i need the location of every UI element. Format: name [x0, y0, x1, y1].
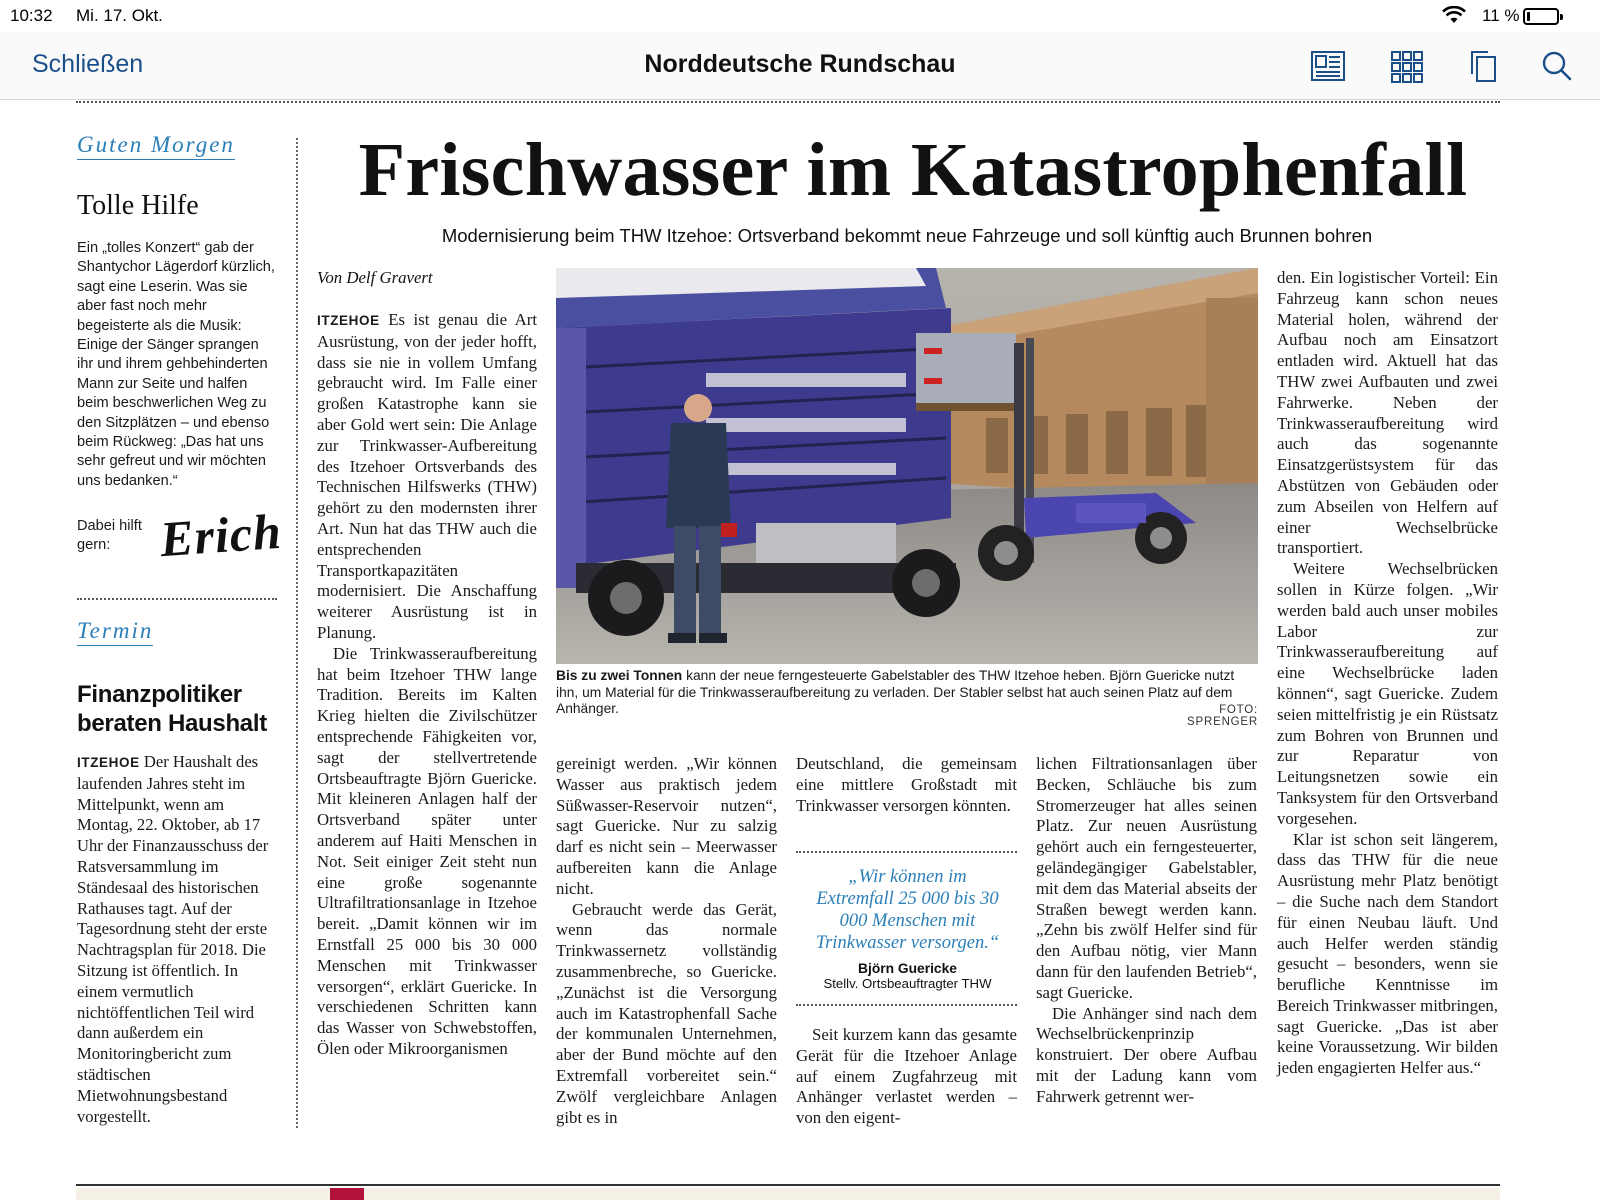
pages-button[interactable] — [1464, 46, 1504, 86]
next-article-strip — [76, 1188, 1500, 1200]
kicker-termin: Termin — [77, 618, 153, 646]
page-layout-icon — [1308, 46, 1348, 86]
status-date: Mi. 17. Okt. — [76, 6, 163, 25]
morning-text: Ein „tolles Konzert“ gab der Shantychor Lägerdorf kürzlich, sagt eine Leserin. Was sie aber fast noch mehr begeisterte als die Musik: Einige der Sänger sprangen ihr und ihrem gehbehinderten Mann zur Seite und halfen beim beschwerlichen Weg zu den Sitzplätzen – und ebenso beim Rückweg: „Das hat uns sehr gefreut und wir möchten uns bedanken.“ — [77, 240, 275, 489]
battery-level — [1527, 12, 1530, 21]
battery-icon — [1523, 8, 1559, 25]
quote-divider-top — [796, 851, 1017, 853]
col2-paragraph-1: gereinigt werden. „Wir können Wasser aus praktisch jedem Süßwasser-Reservoir nutzen“, sagt Guericke. Nur zu salzig darf es nicht sein – Meerwasser aufbereiten kann die Anlage nicht. — [556, 754, 777, 898]
col1-paragraph-2: Die Trinkwasseraufbereitung hat beim Itzehoer THW lange Tradition. Bereits im Kalten Krieg hielten die Zivilschützer entsprechende Fähigkeiten vor, sagt der stellvertretende Ortsbeauftragte Björn Guericke. Mit kleineren Anlagen half der Ortsverband später unter anderem auf Haiti Menschen in Not. Seit einiger Zeit steht nun eine große sogenannte Ultrafiltrationsanlage in Itzehoe bereit. „Damit können wir im Ernstfall 25 000 bis 30 000 Menschen mit Trinkwasser versorgen“, erklärt Guericke. In verschiedenen Schritten kann das Wasser von Schwebstoffen, Ölen oder Mikroorganismen — [317, 643, 537, 1058]
bottom-rule — [76, 1184, 1500, 1186]
article-column-3 — [796, 754, 1017, 816]
pull-quote-text: „Wir können im Extremfall 25 000 bis 30 000 Menschen mit Trinkwasser versorgen.“ — [815, 867, 1000, 953]
next-article-marker — [330, 1188, 364, 1200]
col2-paragraph-2: Gebraucht werde das Gerät, wenn das normale Trinkwassernetz vollständig zusammenbreche, so Guericke. „Zunächst ist die Versorgung auch im Katastrophenfall Sache der kommunalen Unternehmen, aber der Bund möchte auf den Extremfall vorbereitet sein.“ Zwölf vergleichbare Anlagen gibt es in — [556, 899, 777, 1127]
article-column-4 — [1036, 754, 1257, 1108]
kicker-guten-morgen: Guten Morgen — [77, 132, 235, 160]
search-icon — [1537, 46, 1577, 86]
col3-paragraph-2: Seit kurzem kann das gesamte Gerät für die Itzehoer Anlage auf einem Zugfahrzeug mit Anhänger verlastet werden – von den eigent- — [796, 1025, 1017, 1128]
signature-erich: Erich — [158, 502, 284, 568]
status-time: 10:32 — [10, 6, 53, 25]
sidebar-divider — [77, 598, 277, 600]
helper-text: Dabei hilft gern: — [77, 518, 142, 554]
quote-divider-bottom — [796, 1004, 1017, 1006]
pull-quote-author: Björn Guericke — [858, 961, 957, 976]
col3-paragraph-1: Deutschland, die gemeinsam eine mittlere Großstadt mit Trinkwasser versorgen könnten. — [796, 754, 1017, 815]
caption-text: kann der neue ferngesteuerte Gabelstabler des THW Itzehoe heben. Björn Guericke nutzt ihn, um Material für die Trinkwasseraufbereitung zu verladen. Der Stabler selbst hat auch seinen Platz auf dem Anhänger. — [556, 668, 1235, 717]
page-layout-button[interactable] — [1308, 46, 1348, 86]
sidebar-separator — [296, 138, 298, 1128]
col5-paragraph-3: Klar ist schon seit längerem, dass das THW für die neue Ausrüstung mehr Platz benötigt – die Suche nach dem Standort für einen Neubau läuft. Und auch Helfer werden ständig gesucht – besonders, wenn sie berufliche Kenntnisse im Bereich Trinkwasser mitbringen, sagt Guericke. „Das ist aber keine Voraussetzung. Wir bilden jeden engagierten Helfer aus.“ — [1277, 829, 1498, 1078]
status-bar — [0, 0, 1600, 32]
battery-percentage: 11 % — [1482, 6, 1520, 25]
termin-title: Finanzpolitiker beraten Haushalt — [77, 681, 267, 737]
reader-toolbar — [0, 32, 1600, 100]
article-column-2 — [556, 754, 777, 1128]
wifi-icon — [1442, 6, 1466, 24]
top-divider — [76, 101, 1500, 103]
col5-paragraph-1: den. Ein logistischer Vorteil: Ein Fahrzeug kann schon neues Material holen, während der Aufbau noch am Einsatzort entladen wird. Aktuell hat das THW zwei Aufbauten und zwei Fahrwerke. Neben der Trinkwasseraufbereitung wird auch das sogenannte Einsatzgerüstsystem für das Abstützen von Gebäuden oder zum Abseilen von Helfern auf einer Wechselbrücke transportiert. — [1277, 268, 1498, 558]
article-photo — [556, 268, 1258, 664]
pull-quote — [810, 866, 1005, 991]
search-button[interactable] — [1537, 46, 1577, 86]
pages-icon — [1464, 46, 1504, 86]
photo-credit: FOTO: SPRENGER — [1187, 704, 1258, 728]
article-byline: Von Delf Gravert — [317, 268, 433, 287]
close-button[interactable]: Schließen — [32, 50, 144, 78]
morning-title: Tolle Hilfe — [77, 190, 199, 221]
col1-paragraph-1: Es ist genau die Art Ausrüstung, von der jeder hofft, dass sie nie in vollem Umfang gebraucht wird. Im Falle einer großen Katastrophe kann sie aber Gold wert sein: Die Anlage zur Trinkwasser-Aufbereitung des Itzehoer Ortsverbands des Technischen Hilfswerks (THW) gehört zu den modernsten ihrer Art. Nun hat das THW auch die entsprechenden Transportkapazitäten modernisiert. Die Anschaffung weiterer Ausrüstung ist in Planung. — [317, 310, 537, 642]
photo-thw-forklift — [556, 268, 1258, 664]
article-subheadline: Modernisierung beim THW Itzehoe: Ortsverband bekommt neue Fahrzeuge und soll künftig auch Brunnen bohren — [441, 225, 1373, 246]
col4-paragraph-2: Die Anhänger sind nach dem Wechselbrückenprinzip konstruiert. Der obere Aufbau mit der Ladung kann vom Fahrwerk getrennt wer- — [1036, 1003, 1257, 1106]
article-dateline: ITZEHOE — [317, 313, 380, 328]
article-column-5 — [1277, 268, 1498, 1079]
termin-text: Der Haushalt des laufenden Jahres steht im Mittelpunkt, wenn am Montag, 22. Oktober, ab 17 Uhr der Finanzausschuss der Ratsversammlung im Ständesaal des historischen Rathauses tagt. Auf der Tagesordnung steht der erste Nachtragsplan für 2018. Die Sitzung ist öffentlich. In einem vermutlich nichtöffentlichen Teil wird dann außerdem ein Monitoringbericht zum städtischen Mietwohnungsbestand vorgestellt. — [77, 752, 269, 1126]
col5-paragraph-2: Weitere Wechselbrücken sollen in Kürze folgen. „Wir werden bald auch unser mobiles Labor zur Trinkwasseraufbereitung auf eine Wechselbrücke laden können“, sagt Guericke. Zudem seien mittelfristig je ein Rüstsatz zum Bohren von Brunnen und zur Reparatur von Leitungsnetzen sowie ein Tanksystem für den Ortsverband vorgesehen. — [1277, 559, 1498, 828]
publication-title: Norddeutsche Rundschau — [644, 50, 956, 78]
article-column-1 — [317, 310, 537, 1060]
termin-text-block — [77, 752, 277, 1127]
caption-lead: Bis zu zwei Tonnen — [556, 668, 683, 683]
article-column-3b — [796, 1025, 1017, 1129]
pull-quote-role: Stellv. Ortsbeauftragter THW — [823, 976, 992, 991]
article-headline: Frischwasser im Katastrophenfall — [358, 128, 1468, 212]
col4-paragraph-1: lichen Filtrationsanlagen über Becken, Schläuche bis zum Stromerzeuger hat alles seinen Platz. Zur neuen Ausrüstung gehört auch ein ferngesteuerter, geländegängiger Gabelstabler, mit dem das Material abseits der Straßen bewegt werden kann. „Zehn bis zwölf Helfer sind für den Aufbau nötig, vier Mann dann für den laufenden Betrieb“, sagt Guericke. — [1036, 754, 1257, 1002]
grid-view-button[interactable] — [1387, 46, 1427, 86]
termin-dateline: ITZEHOE — [77, 755, 140, 770]
grid-view-icon — [1387, 46, 1427, 86]
